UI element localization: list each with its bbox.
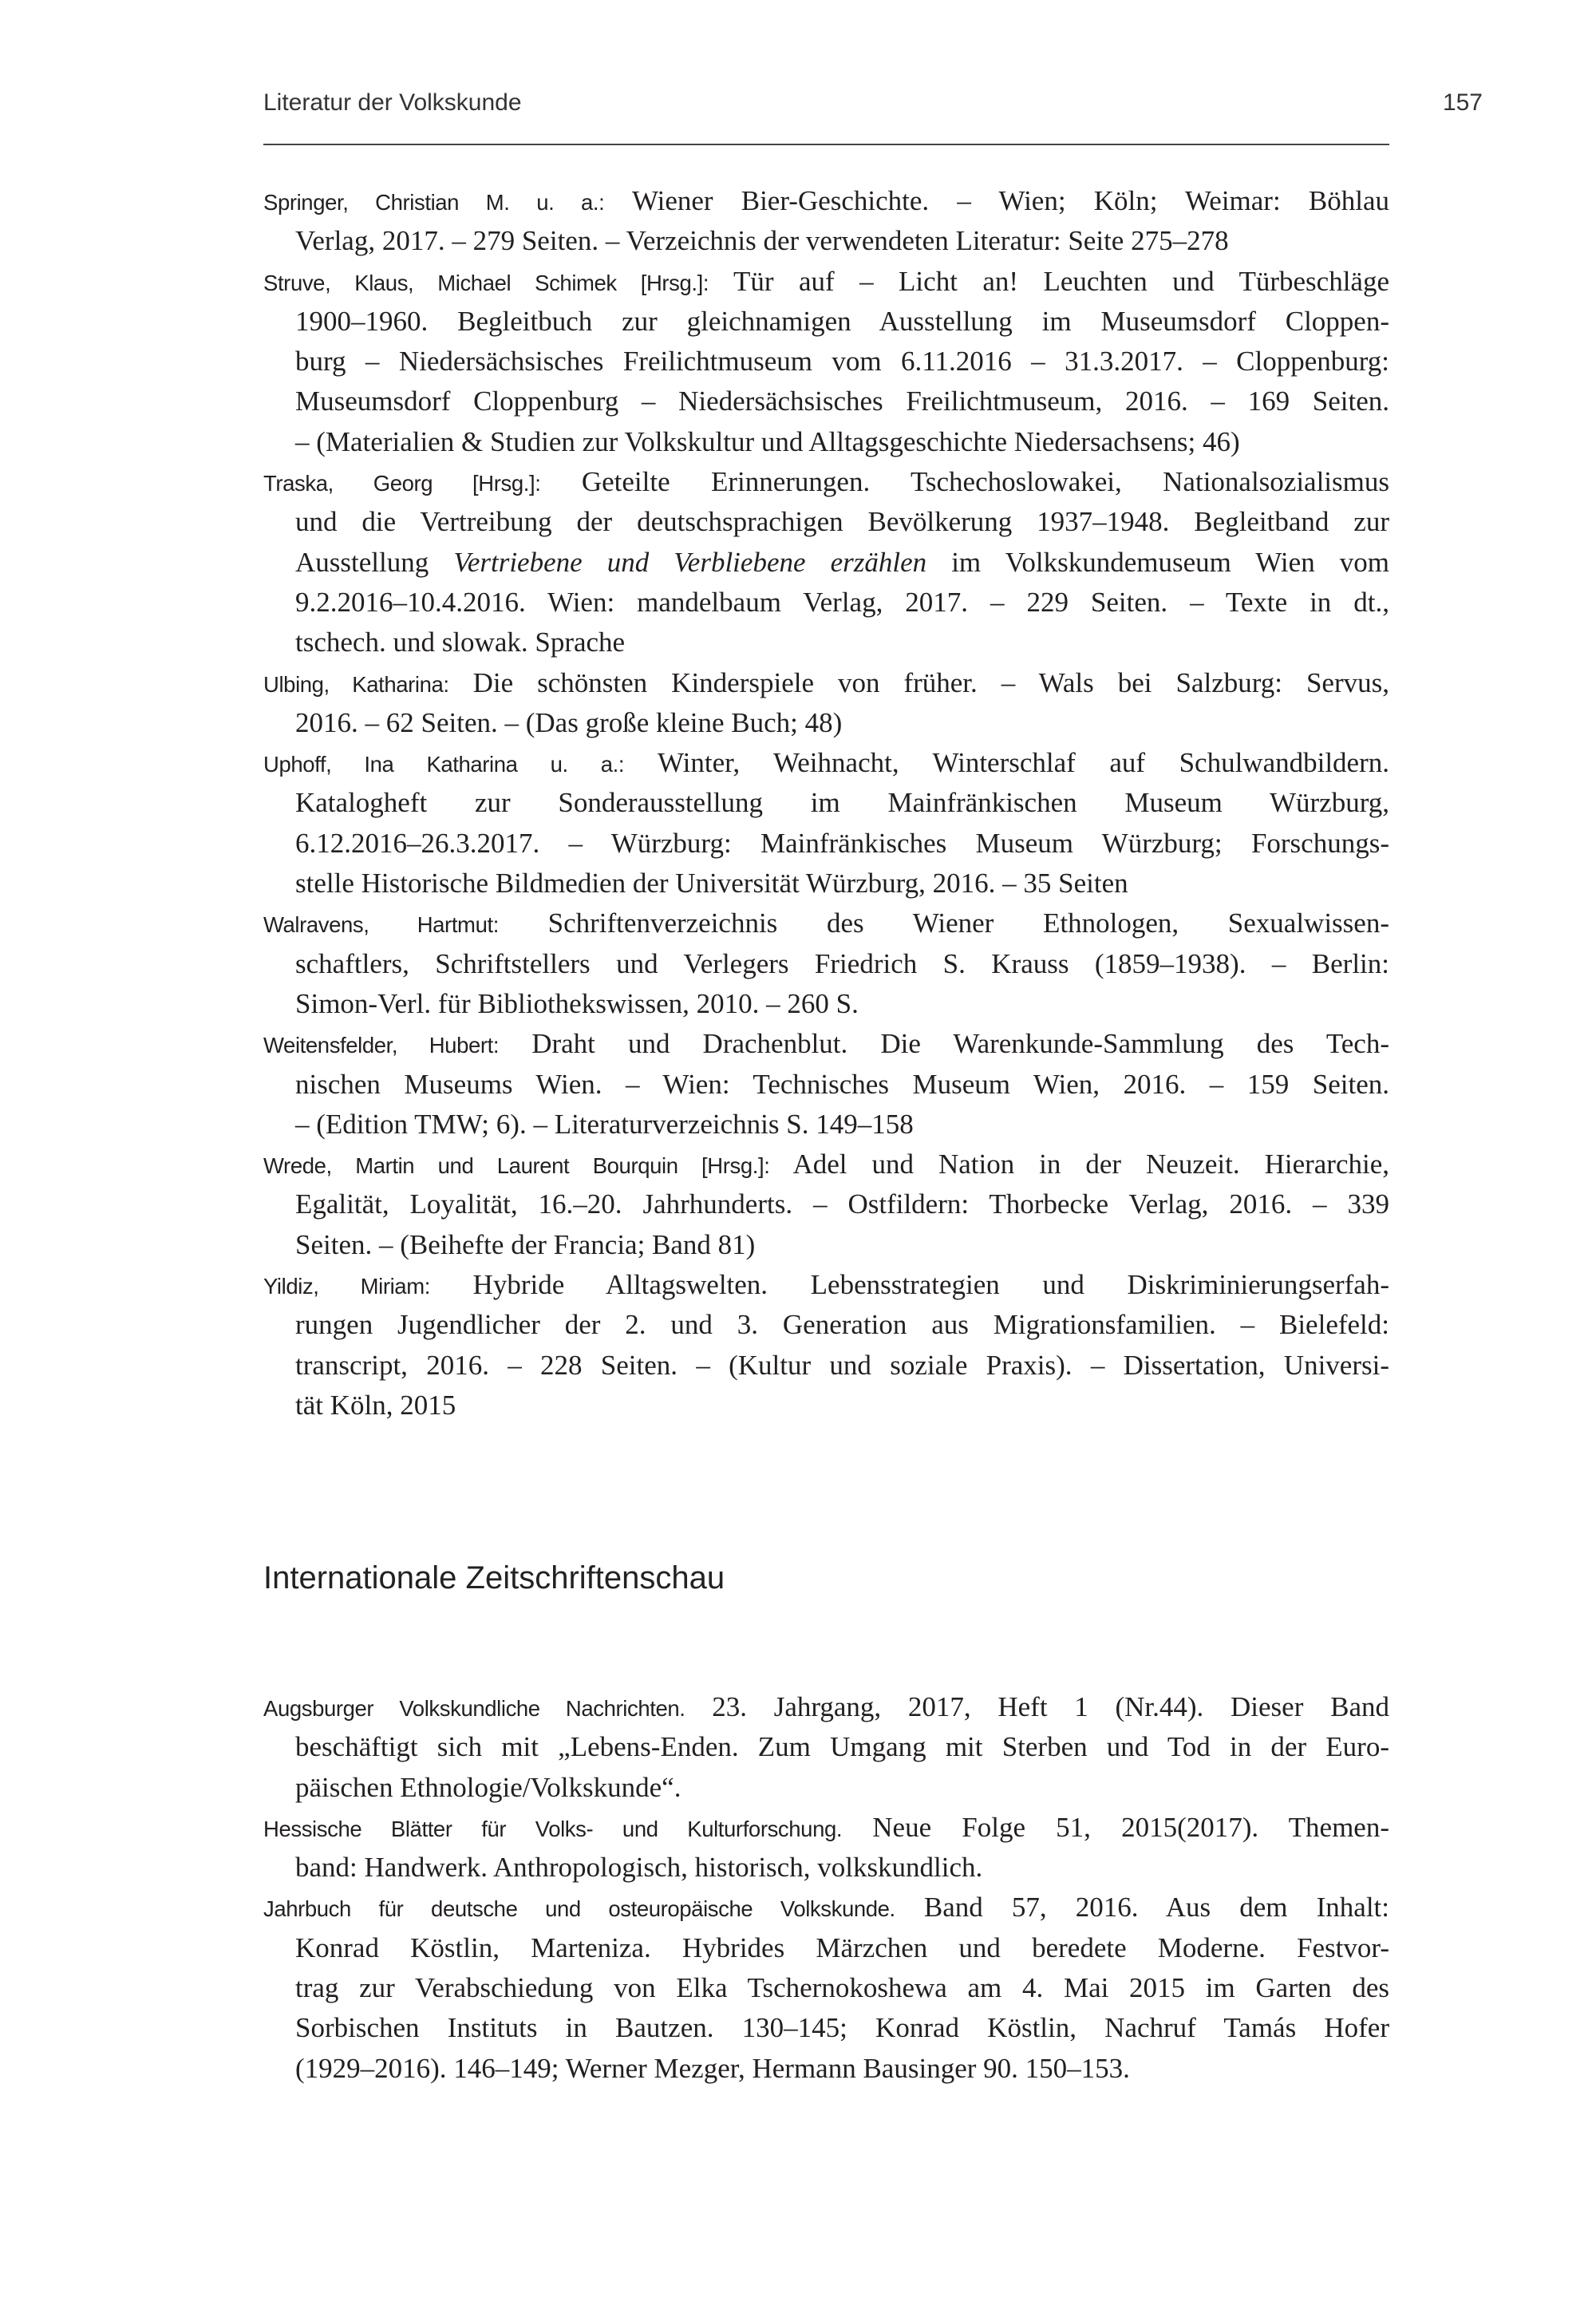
entry-text: Seiten. – (Beihefte der Francia; Band 81) [295,1228,756,1260]
entry-line [263,1888,1389,1927]
entry-author: Uphoff, Ina Katharina u. a.: [263,752,625,777]
entry-text: nischen Museums Wien. – Wien: Technisches Museum Wien, 2016. – 159 Seiten. [295,1068,1389,1100]
entry-author: Jahrbuch für deutsche und osteuropäische Volkskunde. [263,1896,895,1922]
bibliography-entry [263,663,1389,744]
entry-text: Geteilte Erinnerungen. Tschechoslowakei, Nationalsozialismus [540,466,1389,498]
bibliography-entry [263,1024,1389,1145]
entry-line [263,302,1389,342]
entry-text: Tür auf – Licht an! Leuchten und Türbeschläge [709,265,1389,297]
entry-text: 23. Jahrgang, 2017, Heft 1 (Nr.44). Dieser Band [685,1691,1389,1722]
running-title: Literatur der Volkskunde [263,89,522,116]
bibliography-entry [263,262,1389,462]
entry-text: Neue Folge 51, 2015(2017). Themen- [842,1811,1389,1843]
entry-text: Die schönsten Kinderspiele von früher. – Wals bei Salzburg: Servus, [448,666,1389,698]
bibliography-entry [263,903,1389,1024]
journal-list [263,1687,1389,2089]
entry-text: Konrad Köstlin, Marteniza. Hybrides Märzchen und beredete Moderne. Festvor- [295,1931,1389,1963]
entry-author: Yildiz, Miriam: [263,1274,430,1299]
entry-text: rungen Jugendlicher der 2. und 3. Generation aus Migrationsfamilien. – Bielefeld: [295,1309,1389,1341]
entry-author: Springer, Christian M. u. a.: [263,190,605,215]
entry-author: Augsburger Volkskundliche Nachrichten. [263,1696,685,1721]
entry-line [263,1024,1389,1064]
entry-text: 6.12.2016–26.3.2017. – Würzburg: Mainfränkisches Museum Würzburg; Forschungs- [295,827,1389,859]
entry-line [263,502,1389,542]
entry-line [263,663,1389,703]
entry-line [263,623,1389,662]
entry-text: Band 57, 2016. Aus dem Inhalt: [895,1892,1389,1924]
entry-line [263,262,1389,302]
entry-line [263,1687,1389,1727]
entry-line [263,583,1389,623]
entry-line [263,703,1389,743]
entry-author: Walravens, Hartmut: [263,912,499,938]
entry-text: Ausstellung [295,546,454,578]
entry-text: Winter, Weihnacht, Winterschlaf auf Schulwandbildern. [624,747,1389,779]
entry-line [263,181,1389,221]
bibliography-entry [263,1687,1389,1808]
entry-author: Wrede, Martin und Laurent Bourquin [Hrsg.]: [263,1153,770,1179]
entry-line [263,783,1389,823]
entry-title-italic: Vertriebene und Verbliebene erzählen [453,546,927,578]
entry-text: band: Handwerk. Anthropologisch, historisch, volkskundlich. [295,1852,983,1884]
entry-text: Museumsdorf Cloppenburg – Niedersächsisches Freilichtmuseum, 2016. – 169 Seiten. [295,385,1389,417]
entry-text: Verlag, 2017. – 279 Seiten. – Verzeichnis der verwendeten Literatur: Seite 275–278 [295,225,1229,257]
entry-text: Hybride Alltagswelten. Lebensstrategien und Diskriminierungserfah- [429,1269,1389,1301]
entry-line [263,944,1389,984]
page-number: 157 [1442,89,1483,116]
entry-line [263,221,1389,261]
entry-line [263,903,1389,943]
entry-author: Hessische Blätter für Volks- und Kulturforschung. [263,1816,843,1841]
entry-author: Ulbing, Katharina: [263,671,449,697]
entry-text: tät Köln, 2015 [295,1389,456,1421]
entry-line [263,1065,1389,1105]
entry-line [263,1346,1389,1386]
entry-text: und die Vertreibung der deutschsprachigen Bevölkerung 1937–1948. Begleitband zur [295,506,1389,538]
entry-line [263,1184,1389,1224]
entry-line [263,543,1389,583]
entry-text: trag zur Verabschiedung von Elka Tschernokoshewa am 4. Mai 2015 im Garten des [295,1972,1389,2004]
entry-text: 2016. – 62 Seiten. – (Das große kleine Buch; 48) [295,706,843,738]
entry-line [263,382,1389,421]
entry-line [263,1808,1389,1848]
entry-line [263,1768,1389,1808]
entry-line [263,1105,1389,1145]
entry-line [263,1848,1389,1888]
entry-text: 1900–1960. Begleitbuch zur gleichnamigen Ausstellung im Museumsdorf Cloppen- [295,305,1389,337]
entry-text: 9.2.2016–10.4.2016. Wien: mandelbaum Verlag, 2017. – 229 Seiten. – Texte in dt., [295,586,1389,618]
entry-text: schaftlers, Schriftstellers und Verlegers Friedrich S. Krauss (1859–1938). – Berlin: [295,947,1389,979]
entry-line [263,1968,1389,2008]
entry-line [263,2008,1389,2048]
entry-author: Struve, Klaus, Michael Schimek [Hrsg.]: [263,270,709,295]
bibliography-entry [263,1265,1389,1425]
entry-author: Traska, Georg [Hrsg.]: [263,471,541,496]
entry-line [263,1225,1389,1265]
header-rule [263,144,1389,145]
entry-text: päischen Ethnologie/Volkskunde“. [295,1771,681,1803]
entry-line [263,1265,1389,1305]
entry-text: beschäftigt sich mit „Lebens-Enden. Zum Umgang mit Sterben und Tod in der Euro- [295,1731,1389,1763]
entry-line [263,462,1389,502]
entry-line [263,864,1389,903]
bibliography-entry [263,1808,1389,1888]
entry-text: tschech. und slowak. Sprache [295,627,626,658]
entry-text: Schriftenverzeichnis des Wiener Ethnologen, Sexualwissen- [498,907,1389,939]
entry-text: im Volkskundemuseum Wien vom [926,546,1389,578]
entry-text: Wiener Bier-Geschichte. – Wien; Köln; Weimar: Böhlau [604,185,1389,216]
section-heading: Internationale Zeitschriftenschau [263,1560,725,1595]
entry-line [263,743,1389,783]
entry-text: – (Edition TMW; 6). – Literaturverzeichnis S. 149–158 [295,1108,914,1140]
bibliography-entry [263,462,1389,662]
entry-author: Weitensfelder, Hubert: [263,1033,500,1058]
entry-text: (1929–2016). 146–149; Werner Mezger, Hermann Bausinger 90. 150–153. [295,2052,1130,2084]
entry-text: Egalität, Loyalität, 16.–20. Jahrhunderts. – Ostfildern: Thorbecke Verlag, 2016. – 339 [295,1188,1389,1220]
entry-line [263,1145,1389,1184]
entry-text: Draht und Drachenblut. Die Warenkunde-Sammlung des Tech- [499,1028,1389,1060]
entry-text: Adel und Nation in der Neuzeit. Hierarchie, [769,1149,1389,1180]
entry-line [263,1386,1389,1425]
entry-line [263,422,1389,462]
entry-text: Simon-Verl. für Bibliothekswissen, 2010. – 260 S. [295,987,859,1019]
bibliography-entry [263,1888,1389,2088]
literature-list [263,181,1389,1425]
bibliography-entry [263,1145,1389,1265]
entry-line [263,1305,1389,1345]
entry-text: transcript, 2016. – 228 Seiten. – (Kultur und soziale Praxis). – Dissertation, Universi- [295,1349,1389,1381]
bibliography-entry [263,181,1389,262]
entry-text: Sorbischen Instituts in Bautzen. 130–145; Konrad Köstlin, Nachruf Tamás Hofer [295,2012,1389,2044]
entry-line [263,824,1389,864]
bibliography-entry [263,743,1389,903]
entry-line [263,1727,1389,1767]
entry-line [263,984,1389,1024]
entry-text: – (Materialien & Studien zur Volkskultur und Alltagsgeschichte Niedersachsens; 46) [295,425,1240,457]
entry-line [263,1928,1389,1968]
entry-text: burg – Niedersächsisches Freilichtmuseum vom 6.11.2016 – 31.3.2017. – Cloppenburg: [295,346,1389,378]
entry-text: stelle Historische Bildmedien der Universität Würzburg, 2016. – 35 Seiten [295,868,1128,899]
entry-line [263,2049,1389,2089]
entry-text: Katalogheft zur Sonderausstellung im Mainfränkischen Museum Würzburg, [295,787,1389,819]
entry-line [263,342,1389,382]
